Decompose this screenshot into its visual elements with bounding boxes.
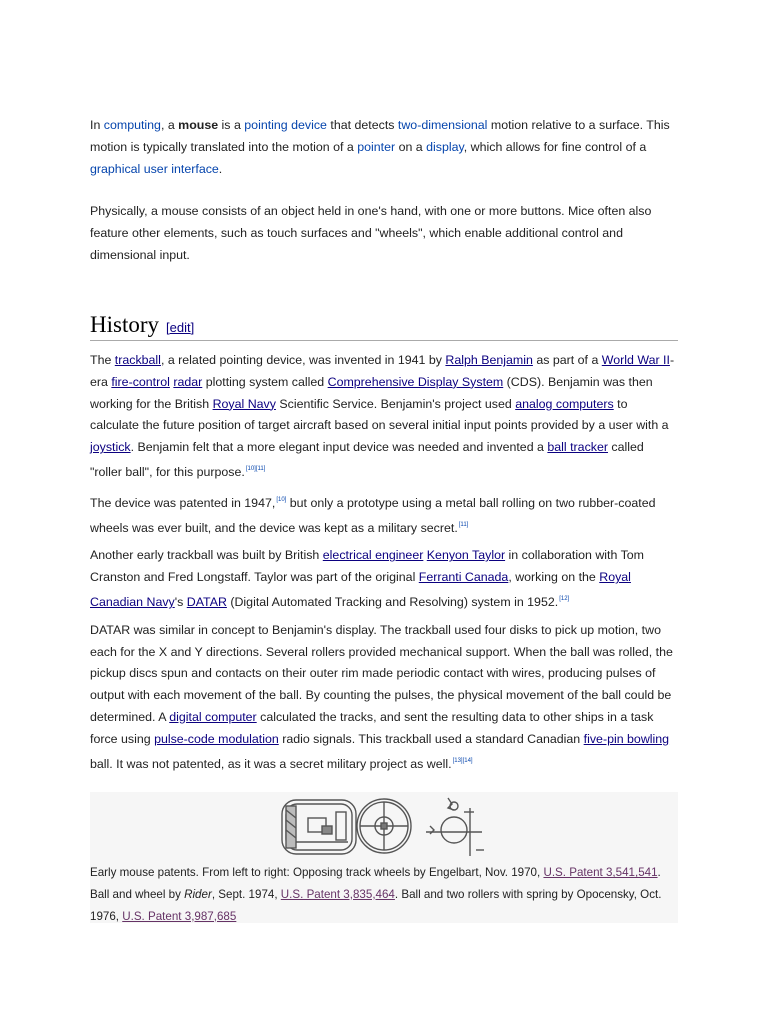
text-run: . Benjamin felt that a more elegant input device was needed and invented a [130,440,548,455]
link[interactable]: pulse-code modulation [154,731,279,746]
text-run: motion relative to a surface. This motion is typically translated into the motion of a [90,118,670,154]
citation-ref[interactable]: [11] [458,521,469,528]
intro-paragraph-1 [90,114,678,180]
text-run: , working on the [508,570,600,585]
text-run: , Sept. 1974, [211,887,281,901]
link[interactable]: analog computers [515,396,614,411]
link[interactable]: World War II [601,353,670,367]
text-run: ball. It was not patented, as it was a secret military project as well. [90,756,452,771]
citation-ref[interactable]: [12] [559,595,570,602]
text-run: plotting system called [202,374,328,389]
link[interactable]: Kenyon Taylor [426,548,506,563]
intro-section [90,114,678,266]
link[interactable]: U.S. Patent 3,987,685 [122,909,237,923]
text-run: Another early trackball was built by British [90,548,323,563]
text-run: Physically, a mouse consists of an object held in one's hand, with one or more buttons. Mice often also feature other elements, such as touch surfaces and "wheels", which enable additional control and dimensional input. [90,204,652,262]
link[interactable]: ball tracker [547,440,608,455]
link[interactable]: Comprehensive Display System [327,374,504,389]
history-title: History [90,312,159,337]
text-run: to calculate the future position of target aircraft based on several initial input points provided by a user with a [90,396,669,433]
citation-ref[interactable]: [13][14] [452,757,473,764]
text-run: . Ball and two rollers with spring by Opocensky, Oct. 1976, [90,887,662,923]
link[interactable]: display [426,140,464,154]
citation-ref[interactable]: [10] [276,496,287,503]
intro-paragraph-2 [90,200,678,266]
link[interactable]: trackball [114,353,161,367]
text-run: (CDS). Benjamin was then working for the British [90,374,653,411]
link[interactable]: fire-control [111,374,170,389]
history-paragraph-4 [90,620,678,776]
link[interactable]: graphical user interface [90,162,219,176]
history-paragraph-2 [90,490,678,540]
link[interactable]: Ferranti Canada [418,570,509,585]
text-run: Scientific Service. Benjamin's project used [275,396,516,411]
link[interactable]: five-pin bowling [583,731,670,746]
figure-caption [90,862,678,927]
link[interactable]: Royal Navy [212,396,276,411]
text-run: that detects [326,118,398,132]
section-edit-link[interactable]: edit [169,320,191,335]
link[interactable]: electrical engineer [322,548,424,563]
text-run: calculated the tracks, and sent the resulting data to other ships in a task force using [90,709,654,746]
citation-ref[interactable]: [10][11] [245,465,266,472]
link[interactable]: DATAR [186,594,227,609]
text-run: on a [395,140,427,154]
text-run: radio signals. This trackball used a standard Canadian [278,731,584,746]
text-run: is a [218,118,245,132]
text-run: , a [160,118,179,132]
text-run: as part of a [532,353,602,367]
link[interactable]: U.S. Patent 3,541,541 [543,866,658,879]
link[interactable]: Royal Canadian Navy [90,570,631,609]
text-run: 's [174,594,187,609]
text-run: In [90,118,104,132]
patent-figure [90,792,678,923]
text-run: -era [90,353,675,389]
text-run: Early mouse patents. From left to right: Opposing track wheels by Engelbart, Nov. 1970, [90,866,544,879]
link[interactable]: two-dimensional [397,118,488,132]
text-run: The [90,353,115,367]
section-edit-link-wrapper: [edit] [166,320,195,335]
link[interactable]: U.S. Patent 3,835,464 [280,887,395,901]
link[interactable]: pointer [357,140,396,154]
link[interactable]: pointing device [244,118,327,132]
text-run: , which allows for fine control of a [463,140,647,154]
history-heading [90,310,678,341]
text-run: in collaboration with Tom Cranston and Fred Longstaff. Taylor was part of the original [90,548,644,585]
link[interactable]: radar [173,374,203,389]
text-run: , a related pointing device, was invented in 1941 by [160,353,446,367]
history-paragraph-3 [90,545,678,613]
text-run: (Digital Automated Tracking and Resolving) system in 1952. [226,594,559,609]
link[interactable]: Ralph Benjamin [445,353,533,367]
link[interactable]: computing [103,118,161,132]
text-run: The device was patented in 1947, [90,495,276,510]
text-run: . Ball and wheel by [90,866,661,901]
text-run: DATAR was similar in concept to Benjamin's display. The trackball used four disks to pick up motion, two each for the X and Y directions. Several rollers provided mechanical support. When the ball was rolled, the pickup discs spun and contacts on their outer rim made periodic contact with wires, producing pulses of output with each movement of the ball. By counting the pulses, the physical movement of the ball could be determined. A [90,622,673,724]
link[interactable]: digital computer [169,709,257,724]
history-paragraph-1 [90,350,678,484]
bold-text: mouse [178,118,219,132]
text-run: but only a prototype using a metal ball rolling on two rubber-coated wheels was ever built, and the device was kept as a military secret. [90,495,656,535]
text-run: . [218,162,223,176]
link[interactable]: joystick [90,440,131,455]
italic-text: Rider [184,887,212,901]
history-section [90,350,678,781]
patent-drawings-image [278,792,488,860]
text-run: called "roller ball", for this purpose. [90,440,644,479]
